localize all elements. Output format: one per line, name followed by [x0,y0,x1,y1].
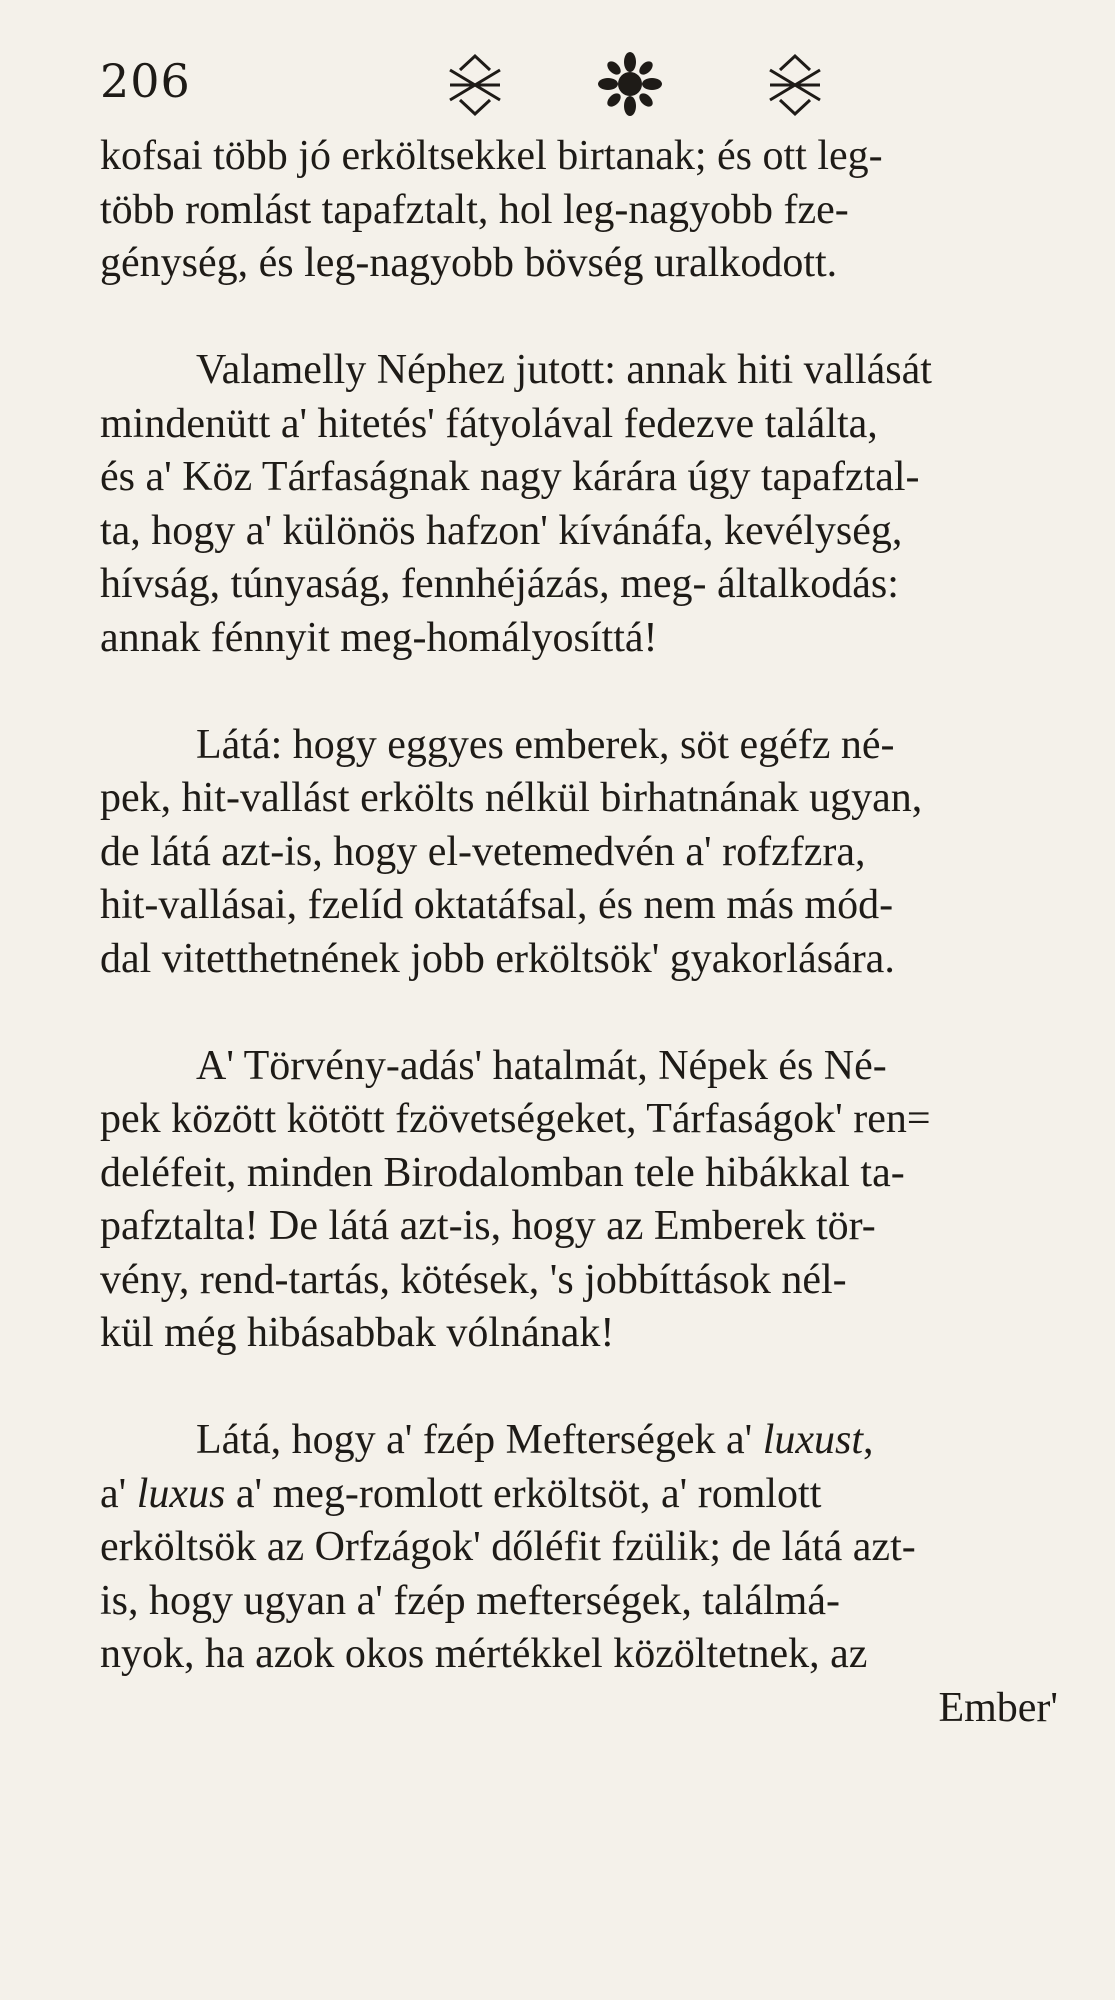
text-line: Látá, hogy a' fzép Mefterségek a' luxust, [196,1417,874,1463]
text-line: mindenütt a' hitetés' fátyolával fedezve találta, [100,400,878,447]
text-line: deléfeit, minden Birodalomban tele hibákkal ta- [100,1149,905,1196]
text-line: és a' Köz Tárfaságnak nagy kárára úgy tapafztal- [100,454,920,500]
text-line: Valamelly Néphez jutott: annak hiti vallását [196,347,932,393]
text-line: vény, rend-tartás, kötések, 's jobbíttások nél- [100,1256,847,1303]
text-line: erköltsök az Orfzágok' dőléfit fzülik; de látá azt- [100,1524,916,1570]
paragraph [100,719,1060,987]
text-line: több romlást tapafztalt, hol leg-nagyobb fze- [100,186,849,233]
text-line: pek, hit-vallást erkölts nélkül birhatnának ugyan, [100,775,923,821]
paragraph [100,130,1060,291]
text-line: hívság, túnyaság, fennhéjázás, meg- általkodás: [100,561,899,607]
text-line: pek között kötött fzövetségeket, Tárfaságok' ren= [100,1096,931,1142]
text-line: dal vitetthetnének jobb erköltsök' gyakorlására. [100,935,895,982]
text-line: ta, hogy a' különös hafzon' kívánáfa, kevélység, [100,507,903,554]
text-line: kofsai több jó erköltsekkel birtanak; és ott leg- [100,133,883,179]
italic-word: luxust [762,1417,864,1463]
catchword: Ember' [938,1684,1058,1731]
page-header [100,48,1060,128]
paragraph [100,344,1060,665]
text-line: de látá azt-is, hogy el-vetemedvén a' rofzfzra, [100,828,866,875]
italic-word: luxus [136,1470,226,1517]
paragraph [100,1414,1060,1735]
text-line: annak fénnyit meg-homályosíttá! [100,614,658,661]
text-line: A' Törvény-adás' hatalmát, Népek és Né- [196,1042,887,1089]
text-line: kül még hibásabbak vólnának! [100,1310,615,1356]
text-line: a' luxus a' meg-romlott erköltsöt, a' romlott [100,1470,822,1517]
text-line: génység, és leg-nagyobb bövség uralkodott. [100,240,838,286]
paragraph [100,1040,1060,1361]
body-text [100,130,1060,1789]
text-line: pafztalta! De látá azt-is, hogy az Emberek tör- [100,1203,876,1249]
text-line: hit-vallásai, fzelíd oktatáfsal, és nem más mód- [100,882,894,928]
ornament-icon [430,48,830,118]
text-line: is, hogy ugyan a' fzép mefterségek, találmá- [100,1577,840,1624]
text-line: nyok, ha azok okos mértékkel közöltetnek, az [100,1631,868,1677]
page-number: 206 [100,54,191,108]
text-line: Látá: hogy eggyes emberek, söt egéfz né- [196,721,895,768]
